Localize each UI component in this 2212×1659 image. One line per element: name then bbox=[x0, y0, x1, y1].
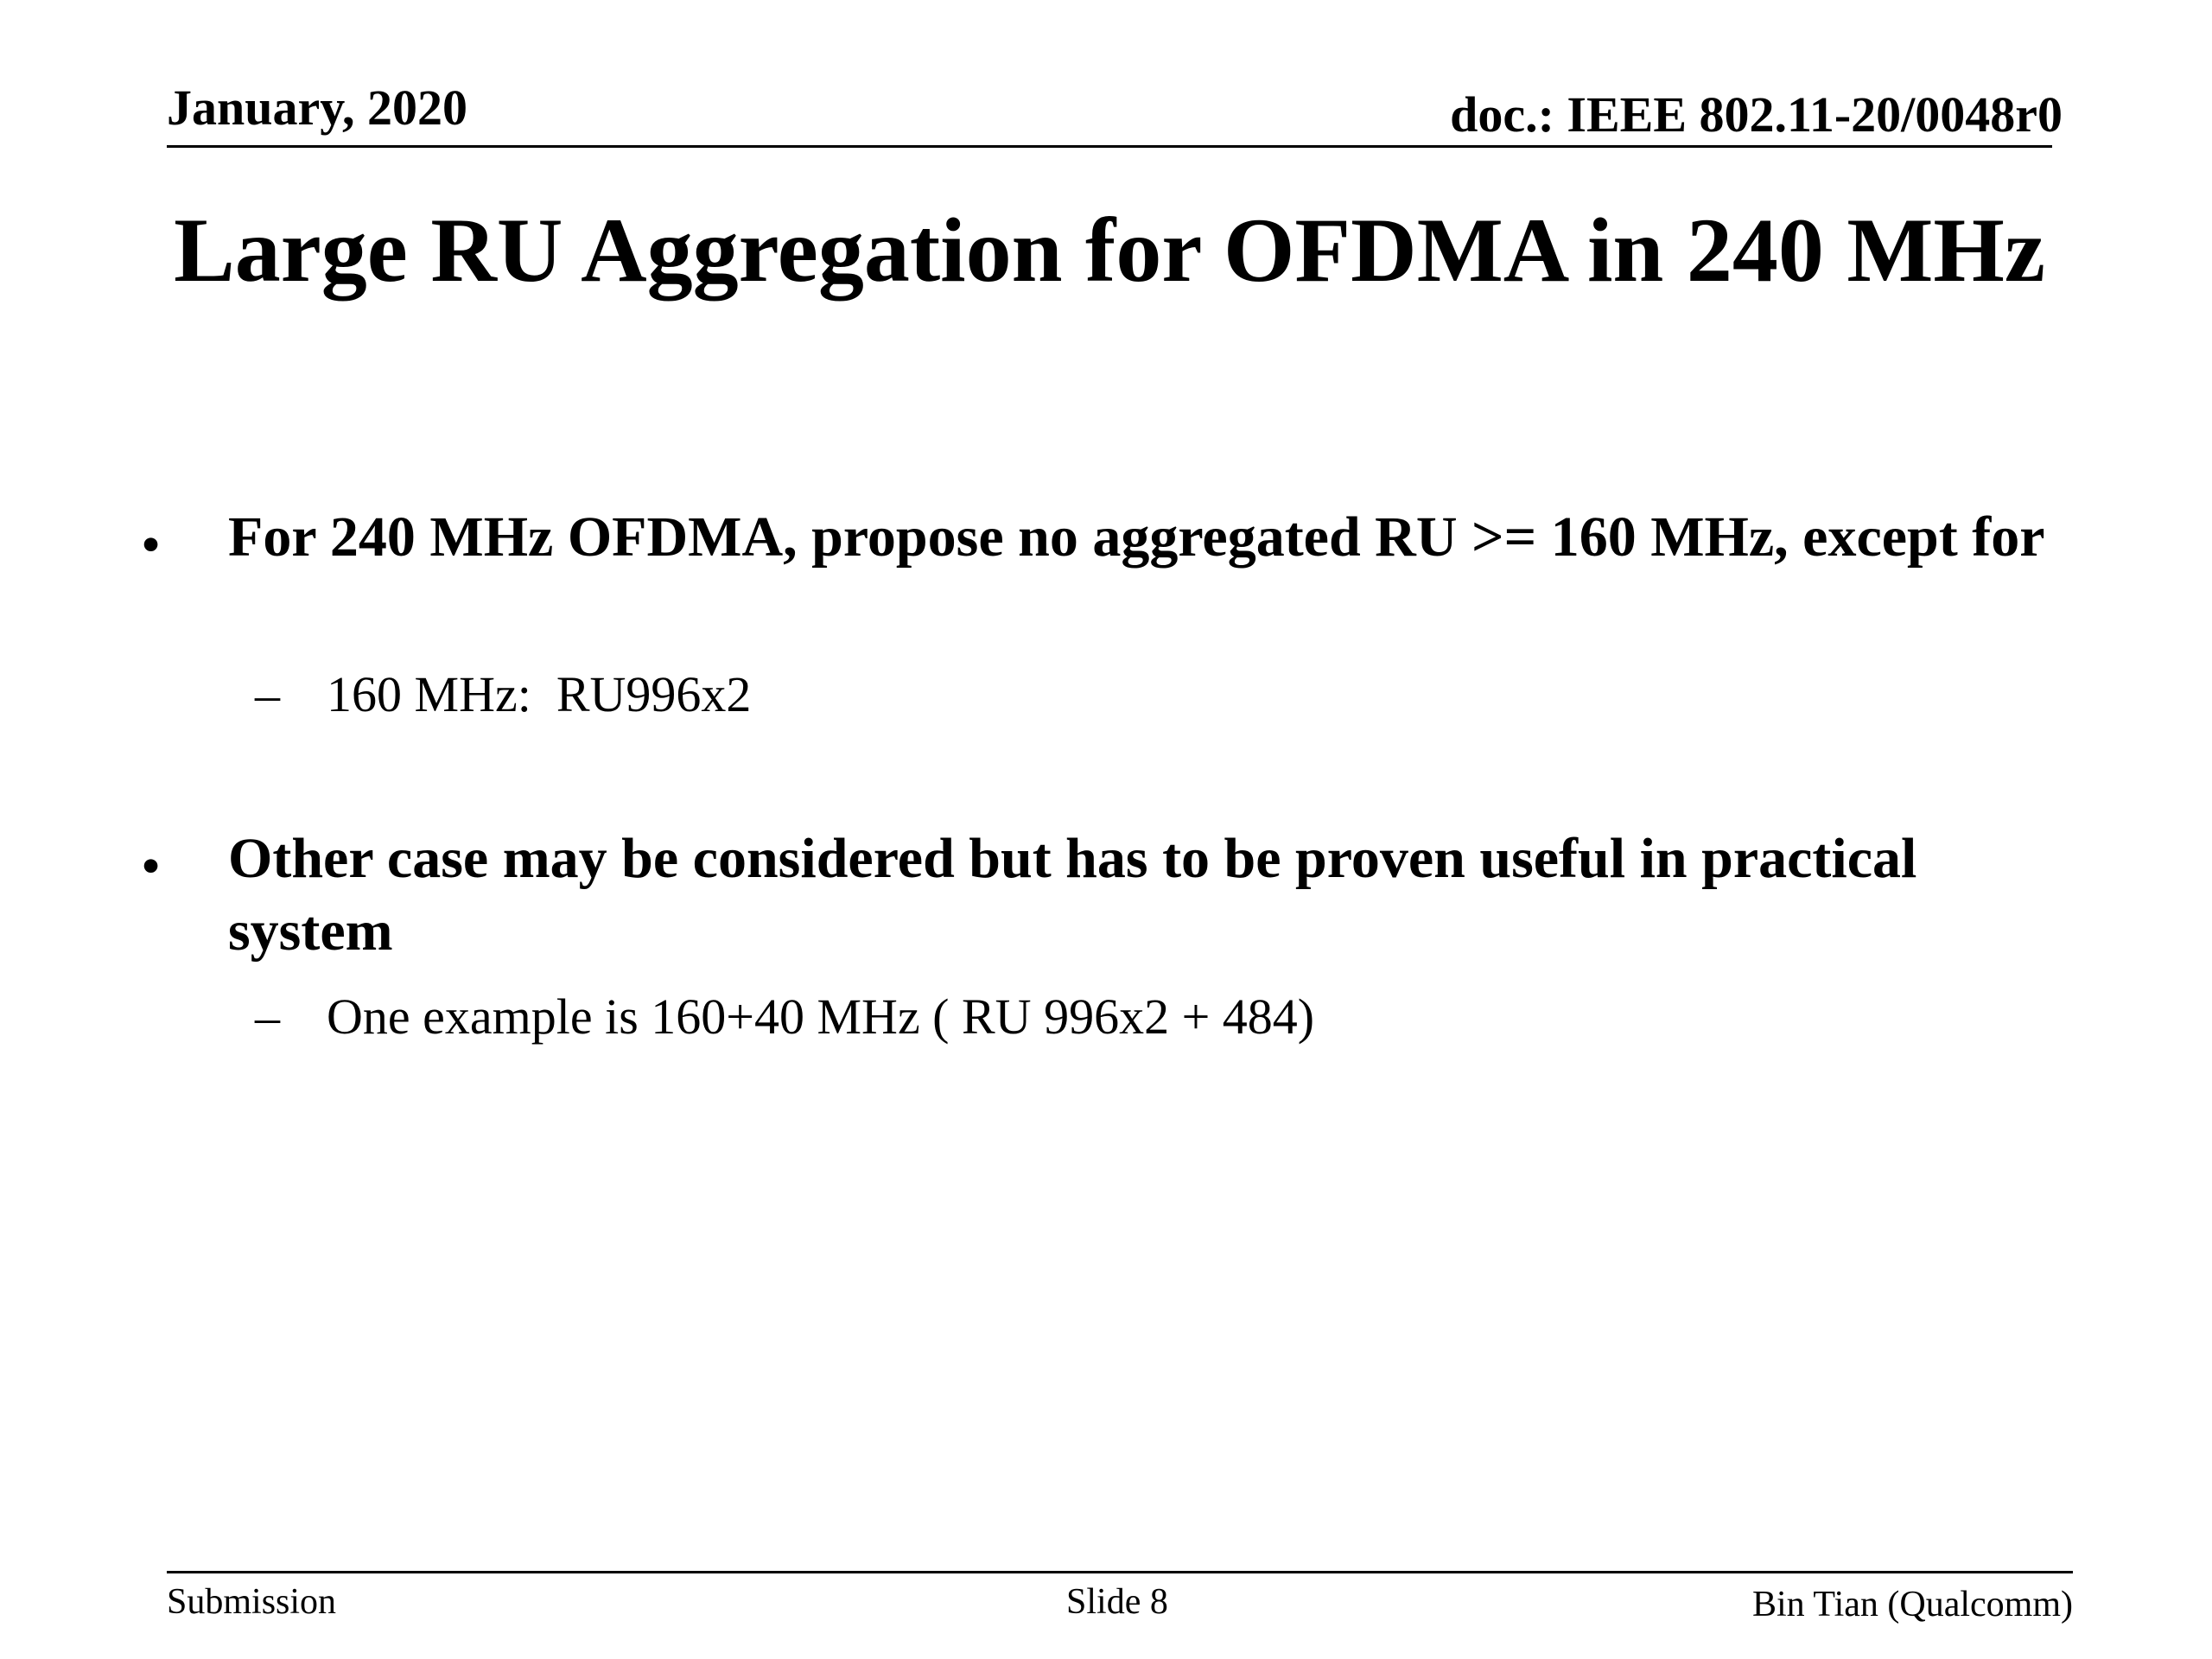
footer-submission: Submission bbox=[167, 1582, 337, 1622]
bullet-text: Other case may be considered but has to be proven useful in practical system bbox=[228, 827, 1917, 963]
footer-slide-number: Slide 8 bbox=[1066, 1582, 1168, 1622]
header-date: January, 2020 bbox=[167, 79, 468, 136]
footer-divider bbox=[167, 1571, 2073, 1573]
header-doc-id: doc.: IEEE 802.11-20/0048r0 bbox=[1450, 86, 2063, 143]
bullet-marker: • bbox=[141, 513, 162, 576]
bullet-text: For 240 MHz OFDMA, propose no aggregated RU >= 160 MHz, except for bbox=[228, 505, 2045, 569]
sub-bullet-text: 160 MHz: RU996x2 bbox=[327, 666, 752, 722]
sub-bullet-marker: – bbox=[255, 666, 280, 722]
header-divider bbox=[167, 145, 2052, 148]
slide-title: Large RU Aggregation for OFDMA in 240 MHz bbox=[174, 200, 2045, 301]
sub-bullet-text: One example is 160+40 MHz ( RU 996x2 + 484) bbox=[327, 988, 1315, 1045]
bullet-marker: • bbox=[141, 835, 162, 898]
footer-author: Bin Tian (Qualcomm) bbox=[1751, 1585, 2073, 1624]
sub-bullet-marker: – bbox=[255, 988, 280, 1045]
